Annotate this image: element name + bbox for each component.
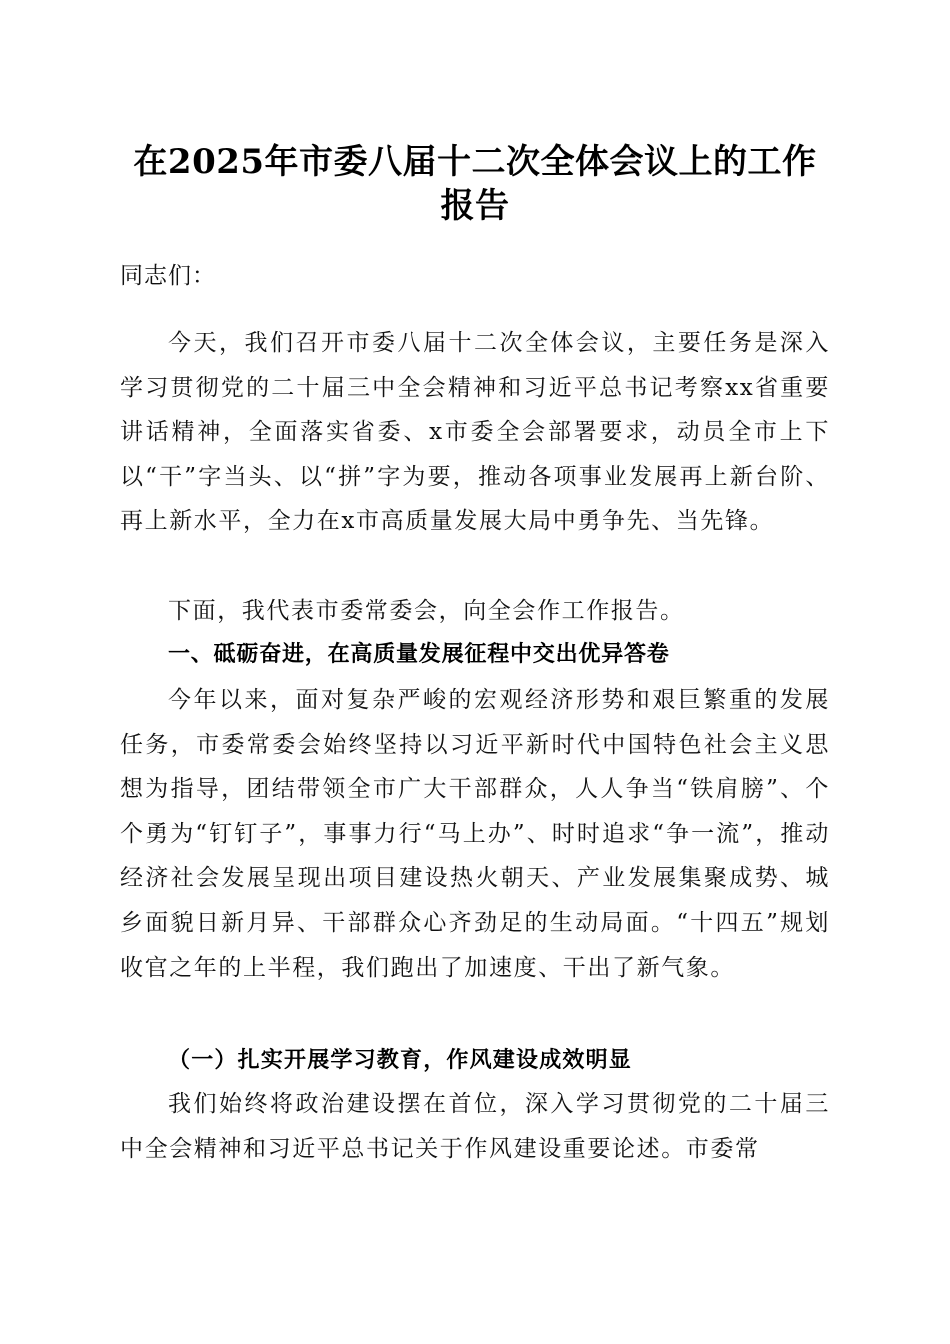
subsection-heading-1: （一）扎实开展学习教育，作风建设成效明显 [168,1047,633,1073]
document-title-line-2: 报告 [440,186,510,226]
salutation: 同志们： [120,263,216,289]
document-title-line-1: 在2025年市委八届十二次全体会议上的工作 [133,142,817,182]
paragraph-report-intro: 下面，我代表市委常委会，向全会作工作报告。 [168,598,685,624]
paragraph-political-building: 我们始终将政治建设摆在首位，深入学习贯彻党的二十届三中全会精神和习近平总书记关于作风建设重要论述。市委常 [120,1091,830,1162]
paragraph-achievements: 今年以来，面对复杂严峻的宏观经济形势和艰巨繁重的发展任务，市委常委会始终坚持以习近平新时代中国特色社会主义思想为指导，团结带领全市广大干部群众，人人争当“铁肩膀”、个个勇为“钉钉子”，事事力行“马上办”、时时追求“争一流”，推动经济社会发展呈现出项目建设热火朝天、产业发展集聚成势、城乡面貌日新月异、干部群众心齐劲足的生动局面。“十四五”规划收官之年的上半程，我们跑出了加速度、干出了新气象。 [120,687,830,981]
paragraph-opening: 今天，我们召开市委八届十二次全体会议，主要任务是深入学习贯彻党的二十届三中全会精神和习近平总书记考察xx省重要讲话精神，全面落实省委、x市委全会部署要求，动员全市上下以“干”字当头、以“拼”字为要，推动各项事业发展再上新台阶、再上新水平，全力在x市高质量发展大局中勇争先、当先锋。 [120,330,830,535]
section-heading-1: 一、砥砺奋进，在高质量发展征程中交出优异答卷 [168,642,670,667]
